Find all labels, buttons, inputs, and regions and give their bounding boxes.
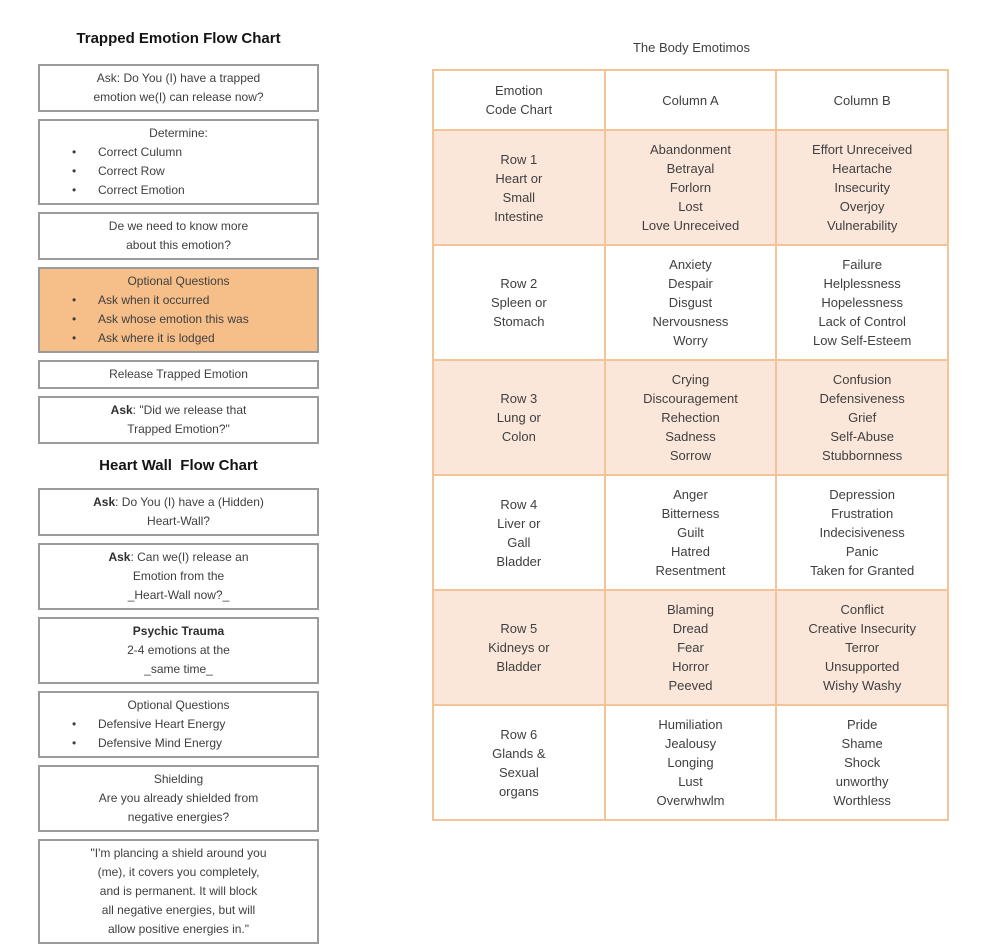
flow-box-bullet-line	[66, 715, 311, 734]
bullet-icon: •	[72, 717, 77, 731]
emotion-item: Unsupported	[824, 659, 900, 674]
flowchart-column	[38, 30, 319, 951]
emotion-item: Dread	[672, 621, 709, 636]
emotion-item: Sadness	[665, 429, 716, 444]
body-emotimos-section	[432, 40, 951, 821]
emotion-item: Longing	[667, 755, 714, 770]
emotion-item: Horror	[672, 659, 709, 674]
header-row	[433, 70, 948, 130]
emotion-item: Conflict	[840, 602, 884, 617]
emotion-item: Creative Insecurity	[808, 621, 916, 636]
flow-box-line: Ask: Can we(I) release an	[108, 550, 249, 564]
emotion-item: Confusion	[832, 372, 892, 387]
row-label-line: Row 2	[500, 276, 538, 291]
flow-box-line: _Heart-Wall now?_	[127, 588, 230, 602]
determine-box	[38, 119, 319, 205]
emotion-table-head	[433, 70, 948, 130]
emotion-item: Rehection	[661, 410, 720, 425]
row-label-line: Row 3	[500, 391, 538, 406]
row-label-cell	[433, 475, 605, 590]
flow-box-line: all negative energies, but will	[101, 903, 256, 917]
emotion-item: Sorrow	[669, 448, 712, 463]
row-label-line: Row 4	[500, 496, 538, 512]
bullet-icon: •	[72, 312, 77, 326]
table-row	[433, 245, 948, 360]
row-label-line: Intestine	[494, 208, 544, 224]
shield-statement-box	[38, 839, 319, 944]
flow-box-bold-text: Ask	[108, 550, 131, 564]
know-more-box	[38, 212, 319, 260]
row-label-line: Row 1	[500, 151, 538, 167]
column-a-cell	[605, 705, 777, 820]
column-a-cell	[605, 360, 777, 475]
row-label-cell	[433, 130, 605, 245]
emotion-item: Defensiveness	[819, 391, 905, 406]
emotion-item: Lost	[678, 199, 703, 214]
row-label-line: Gall	[507, 534, 531, 550]
column-b-cell	[776, 130, 948, 245]
table-row	[433, 360, 948, 475]
emotion-item: Effort Unreceived	[812, 142, 913, 157]
flow-box-line-text: Ask where it is lodged	[98, 331, 215, 345]
header-column-b	[776, 70, 948, 130]
emotion-item: unworthy	[835, 774, 889, 789]
column-b-cell	[776, 705, 948, 820]
emotion-item: Despair	[668, 276, 713, 291]
emotion-item: Lack of Control	[818, 314, 906, 329]
emotion-item: Stubbornness	[822, 448, 903, 463]
emotion-item: Self-Abuse	[830, 429, 894, 444]
bullet-icon: •	[72, 331, 77, 345]
shielding-box	[38, 765, 319, 832]
trapped-emotion-flow-chart	[38, 64, 319, 444]
table-title: The Body Emotimos	[632, 40, 751, 55]
flow-box-line: allow positive energies in."	[108, 922, 249, 936]
flow-box-line-text: Correct Row	[98, 164, 165, 178]
flow-box-bullet-line	[66, 162, 311, 181]
emotion-item: Anger	[673, 487, 708, 502]
flow-box-line: Release Trapped Emotion	[109, 367, 248, 381]
row-label-line: Heart or	[495, 170, 543, 186]
emotion-item: Grief	[848, 410, 877, 425]
emotion-item: Humiliation	[658, 717, 723, 732]
flow-box-bullet-line	[66, 329, 311, 348]
row-label-cell	[433, 360, 605, 475]
row-label-cell	[433, 590, 605, 705]
flow-box-line: Determine:	[149, 126, 208, 140]
emotion-item: Anxiety	[669, 257, 712, 272]
bullet-icon: •	[72, 145, 77, 159]
flow-box-bullet-line	[66, 181, 311, 200]
flow-box-line: Ask: Do You (I) have a trapped	[96, 71, 261, 85]
optional-questions-box	[38, 267, 319, 353]
ask-hidden-heart-wall-box	[38, 488, 319, 536]
column-a-cell	[605, 475, 777, 590]
row-label-line: Lung or	[496, 410, 541, 425]
flow-box-line-text: Ask whose emotion this was	[98, 312, 249, 326]
row-label-line: Liver or	[497, 515, 541, 531]
flow-box-line: De we need to know more	[108, 219, 249, 233]
flow-box-line: (me), it covers you completely,	[97, 865, 260, 879]
flow-box-line: 2-4 emotions at the	[127, 643, 230, 657]
emotion-item: Crying	[671, 372, 710, 387]
emotion-item: Bitterness	[661, 506, 720, 521]
column-b-cell	[776, 245, 948, 360]
heart-wall-flow-chart-title: Heart Wall Flow Chart	[99, 457, 258, 474]
column-a-cell	[605, 590, 777, 705]
emotion-item: Wishy Washy	[823, 678, 902, 693]
flow-box-line-text: Correct Emotion	[98, 183, 185, 197]
bullet-icon: •	[72, 164, 77, 178]
table-row	[433, 590, 948, 705]
header-line: Code Chart	[485, 102, 553, 117]
emotion-item: Abandonment	[650, 142, 731, 157]
flow-box-line-text: Defensive Mind Energy	[98, 736, 223, 750]
emotion-item: Hopelessness	[821, 295, 903, 310]
column-b-cell	[776, 590, 948, 705]
flow-box-bold-text: Ask	[93, 495, 116, 509]
emotion-item: Fear	[677, 640, 704, 655]
emotion-item: Insecurity	[834, 180, 890, 195]
emotion-item: Guilt	[677, 525, 704, 540]
column-b-cell	[776, 475, 948, 590]
emotion-item: Overjoy	[839, 199, 885, 214]
flow-box-line: and is permanent. It will block	[99, 884, 258, 898]
flow-box-line: Optional Questions	[127, 274, 230, 288]
emotion-item: Shame	[841, 736, 883, 751]
emotion-item: Frustration	[831, 506, 894, 521]
flow-box-line: Emotion from the	[132, 569, 225, 583]
emotion-item: Overwhwlm	[656, 793, 725, 808]
emotion-item: Peeved	[668, 678, 713, 693]
flow-box-line	[46, 622, 311, 641]
flow-box-line: Trapped Emotion?"	[127, 422, 230, 436]
did-we-release-box	[38, 396, 319, 444]
emotion-item: Taken for Granted	[810, 563, 915, 578]
emotion-code-table	[432, 69, 949, 821]
row-label-line: Row 6	[500, 726, 538, 742]
emotion-table-body	[433, 130, 948, 820]
emotion-item: Pride	[846, 717, 878, 732]
flow-box-line: Optional Questions	[127, 698, 230, 712]
flow-box-bullet-line	[66, 734, 311, 753]
flow-box-bullet-line	[66, 291, 311, 310]
emotion-item: Resentment	[655, 563, 726, 578]
release-trapped-emotion-box	[38, 360, 319, 389]
row-label-line: Kidneys or	[488, 640, 550, 655]
table-row	[433, 705, 948, 820]
emotion-item: Blaming	[667, 602, 714, 617]
row-label-line: Sexual	[498, 764, 539, 780]
header-column-a	[605, 70, 777, 130]
emotion-item: Low Self-Esteem	[813, 333, 912, 348]
column-a-cell	[605, 245, 777, 360]
emotion-item: Terror	[845, 640, 880, 655]
header-line: Column A	[662, 92, 719, 108]
emotion-item: Jealousy	[664, 736, 717, 751]
row-label-cell	[433, 245, 605, 360]
emotion-item: Love Unreceived	[641, 218, 740, 233]
column-a-cell	[605, 130, 777, 245]
row-label-cell	[433, 705, 605, 820]
flow-box-line: Are you already shielded from	[98, 791, 259, 805]
emotion-item: Lust	[678, 774, 703, 789]
ask-release-heart-wall-box	[38, 543, 319, 610]
flow-box-line: Shielding	[153, 772, 204, 786]
emotion-item: Worry	[673, 333, 708, 348]
header-line: Column B	[833, 92, 891, 108]
bullet-icon: •	[72, 183, 77, 197]
ask-trapped-emotion-box	[38, 64, 319, 112]
row-label-line: Glands &	[492, 745, 546, 761]
emotion-item: Discouragement	[643, 391, 738, 406]
emotion-item: Indecisiveness	[819, 525, 905, 540]
flow-box-line: emotion we(I) can release now?	[93, 90, 264, 104]
row-label-line: Colon	[501, 429, 536, 444]
row-label-line: Stomach	[493, 314, 545, 329]
emotion-item: Hatred	[670, 544, 710, 559]
flow-box-line: about this emotion?	[126, 238, 231, 252]
flow-box-bullet-line	[66, 143, 311, 162]
emotion-item: Heartache	[832, 161, 893, 176]
row-label-line: Spleen or	[491, 295, 547, 310]
flow-box-line: negative energies?	[127, 810, 230, 824]
flow-box-line: Ask: Do You (I) have a (Hidden)	[93, 495, 264, 509]
flow-box-line-text: Defensive Heart Energy	[98, 717, 226, 731]
flow-box-bold-text: Psychic Trauma	[132, 624, 225, 638]
flow-box-bold-text: Ask	[110, 403, 133, 417]
flow-box-line: Ask: "Did we release that	[110, 403, 247, 417]
heart-wall-flow-chart	[38, 488, 319, 944]
column-b-cell	[776, 360, 948, 475]
trapped-emotion-flow-chart-title: Trapped Emotion Flow Chart	[76, 30, 281, 47]
header-emotion-code-chart	[433, 70, 605, 130]
row-label-line: Row 5	[500, 621, 538, 636]
header-line: Emotion	[494, 83, 543, 98]
flow-box-line-text: Correct Culumn	[98, 145, 183, 159]
bullet-icon: •	[72, 736, 77, 750]
flow-box-bullet-line	[66, 310, 311, 329]
heart-wall-optional-questions-box	[38, 691, 319, 758]
emotion-item: Helplessness	[823, 276, 901, 291]
flow-box-line: Heart-Wall?	[147, 514, 210, 528]
emotion-item: Worthless	[833, 793, 891, 808]
row-label-line: organs	[498, 783, 539, 799]
emotion-item: Failure	[842, 257, 883, 272]
table-row	[433, 130, 948, 245]
table-row	[433, 475, 948, 590]
flow-box-line: "I'm plancing a shield around you	[90, 846, 267, 860]
emotion-item: Depression	[829, 487, 896, 502]
row-label-line: Bladder	[496, 553, 542, 569]
row-label-line: Small	[502, 189, 536, 205]
flow-box-line: _same time_	[144, 662, 213, 676]
emotion-item: Betrayal	[666, 161, 715, 176]
emotion-item: Panic	[845, 544, 879, 559]
emotion-item: Shock	[844, 755, 881, 770]
emotion-item: Nervousness	[652, 314, 729, 329]
row-label-line: Bladder	[496, 659, 542, 674]
flow-box-line-text: Ask when it occurred	[98, 293, 210, 307]
psychic-trauma-box	[38, 617, 319, 684]
emotion-item: Disgust	[668, 295, 713, 310]
bullet-icon: •	[72, 293, 77, 307]
emotion-item: Vulnerability	[826, 218, 898, 233]
emotion-item: Forlorn	[669, 180, 712, 195]
